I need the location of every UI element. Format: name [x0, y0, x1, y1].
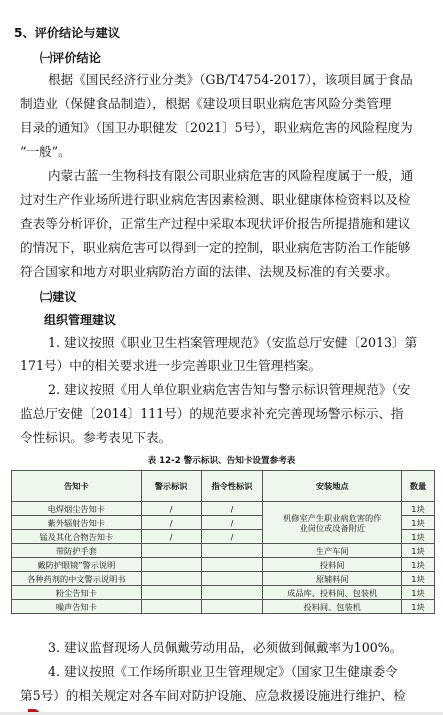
cell-instruction: [201, 572, 263, 586]
cell-card: 带防护手套: [12, 544, 142, 558]
cell-card: 电焊烟尘告知卡: [12, 502, 142, 516]
cell-warning: [141, 572, 201, 586]
table-row: [12, 600, 435, 614]
cell-warning: /: [141, 502, 201, 516]
cell-instruction: /: [201, 530, 263, 544]
para1-line: 目录的通知》（国卫办职健发〔2021〕5号），职业病危害的风险程度为: [20, 120, 413, 135]
para2-line: 符合国家和地方对职业病防治方面的法律、法规及标准的有关要求。: [20, 264, 398, 279]
item2-line: 2. 建议按照《用人单位职业病危害告知与警示标识管理规范》（安: [48, 382, 411, 397]
cell-instruction: /: [201, 516, 263, 530]
header-card: 告知卡: [12, 471, 142, 502]
cell-instruction: [201, 544, 263, 558]
header-instruction: 指令性标识: [201, 471, 263, 502]
table-row: [12, 544, 435, 558]
cell-card: 锰及其化合物告知卡: [12, 530, 142, 544]
para1-line: 根据《国民经济行业分类》（GB/T4754-2017），该项目属于食品: [48, 72, 413, 87]
suggestion-title: ㈡建议: [40, 290, 77, 304]
conclusion-title: ㈠评价结论: [40, 51, 101, 65]
cell-quantity: 1块: [402, 586, 435, 600]
management-subtitle: 组织管理建议: [44, 313, 117, 327]
item2-line: 监总厅安健〔2014〕111号）的规范要求补充完善现场警示标示、指: [20, 406, 404, 421]
para2-line: 查表等分析评价，正常生产过程中采取本现状评价报告所提措施和建议: [20, 216, 411, 231]
header-warning: 警示标识: [141, 471, 201, 502]
table-caption: 表 12-2 警示标识、告知卡设置参考表: [147, 456, 296, 466]
cell-card: 各种药剂的中文警示说明书: [12, 572, 142, 586]
cell-location: 原辅料间: [263, 572, 402, 586]
item4-line: 4. 建议按照《工作场所职业卫生管理规定》（国家卫生健康委令: [48, 664, 398, 679]
item2-line: 令性标识。参考表见下表。: [20, 430, 172, 445]
table-row: [12, 586, 435, 600]
header-quantity: 数量: [402, 471, 435, 502]
cell-quantity: 1块: [402, 516, 435, 530]
reference-table: [11, 470, 435, 614]
para1-line: 制造业（保健食品制造），根据《建设项目职业病危害风险分类管理: [20, 96, 392, 111]
item1-line: 1. 建议按照《职业卫生档案管理规范》（安监总厅安健〔2013〕第: [48, 335, 418, 350]
cell-card: 噪声告知卡: [12, 600, 142, 614]
cell-quantity: 1块: [402, 502, 435, 516]
cell-quantity: 1块: [402, 558, 435, 572]
para2-line: 内蒙古蓝一生物科技有限公司职业病危害的风险程度属于一般，通: [48, 168, 414, 183]
item3-line: 3. 建议监督现场人员佩戴劳动用品，必须做到佩戴率为100%。: [48, 640, 403, 655]
cell-instruction: /: [201, 502, 263, 516]
cell-warning: /: [141, 530, 201, 544]
cell-warning: [141, 600, 201, 614]
cell-warning: [141, 544, 201, 558]
section-heading: 5、评价结论与建议: [14, 26, 120, 40]
cell-location-merged: [263, 502, 402, 544]
table-header-row: [12, 471, 435, 502]
cell-location: 成品库、投料间、包装机: [263, 586, 402, 600]
para2-line: 过对生产作业场所进行职业病危害因素检测、职业健康体检资料以及检: [20, 192, 411, 207]
para2-line: 的情况下，职业病危害可以得到一定的控制，职业病危害防治工作能够: [20, 240, 411, 255]
cell-quantity: 1块: [402, 530, 435, 544]
item1-line: 171号）中的相关要求进一步完善职业卫生管理档案。: [20, 358, 322, 373]
merged-location-line: 业岗位或设备附近: [299, 522, 365, 533]
table-row: [12, 502, 435, 516]
cell-quantity: 1块: [402, 600, 435, 614]
item4-line: 第5号）的相关规定对各车间对防护设施、应急救援设施进行维护、检: [20, 688, 406, 703]
cell-card: 粉尘告知卡: [12, 586, 142, 600]
cell-instruction: [201, 558, 263, 572]
cell-location: 生产车间: [263, 544, 402, 558]
cell-warning: [141, 558, 201, 572]
merged-location-line: 机修室产生职业病危害的作: [283, 512, 382, 523]
cell-card: 戴防护眼镜”警示说明: [12, 558, 142, 572]
cell-location: 投料间、包装机: [263, 600, 402, 614]
cell-instruction: [201, 586, 263, 600]
cell-warning: /: [141, 516, 201, 530]
cell-instruction: [201, 600, 263, 614]
cell-card: 紫外辐射告知卡: [12, 516, 142, 530]
cell-warning: [141, 586, 201, 600]
table-row: [12, 572, 435, 586]
table-row: [12, 558, 435, 572]
para1-line: “一般”。: [20, 144, 71, 159]
cell-location: 投料间: [263, 558, 402, 572]
header-location: 安装地点: [263, 471, 402, 502]
cell-quantity: 1块: [402, 544, 435, 558]
cell-quantity: 1块: [402, 572, 435, 586]
